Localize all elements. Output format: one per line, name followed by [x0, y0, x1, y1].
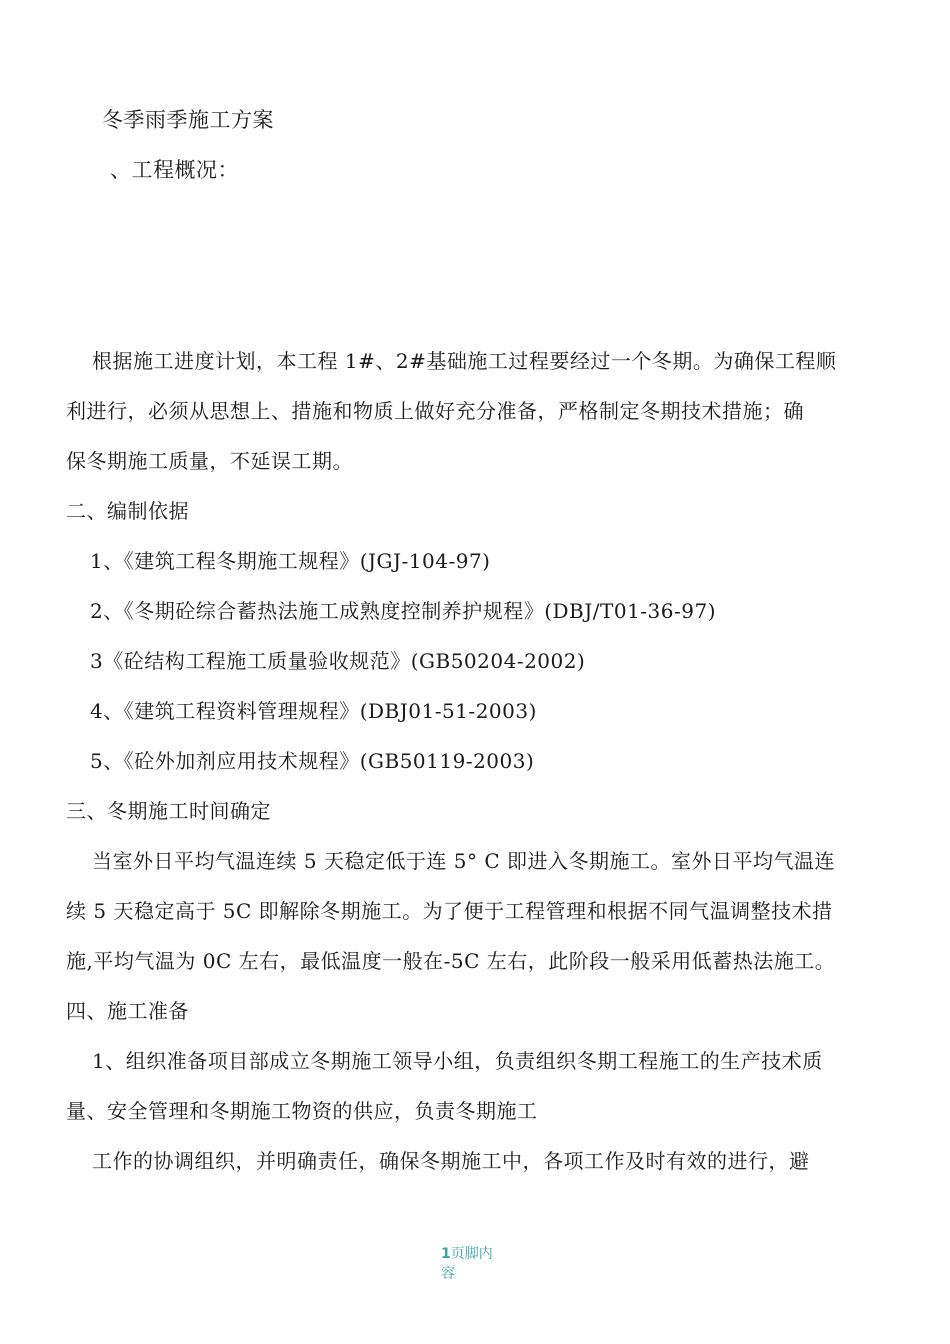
- reference-item: 5、《砼外加剂应用技术规程》(GB50119-2003): [90, 749, 535, 773]
- paragraph-line: 工作的协调组织，并明确责任，确保冬期施工中，各项工作及时有效的进行，避: [92, 1149, 810, 1173]
- paragraph-line: 1、组织准备项目部成立冬期施工领导小组，负责组织冬期工程施工的生产技术质: [92, 1049, 823, 1073]
- paragraph-line: 量、安全管理和冬期施工物资的供应，负责冬期施工: [66, 1099, 538, 1123]
- section-heading-time: 三、冬期施工时间确定: [66, 799, 271, 823]
- paragraph-line: 施,平均气温为 0C 左右，最低温度一般在-5C 左右，此阶段一般采用低蓄热法施工。: [66, 949, 836, 973]
- reference-item: 2、《冬期砼综合蓄热法施工成熟度控制养护规程》(DBJ/T01-36-97): [90, 599, 717, 623]
- document-title: 冬季雨季施工方案: [102, 108, 274, 132]
- reference-item: 4、《建筑工程资料管理规程》(DBJ01-51-2003): [90, 699, 537, 723]
- footer-text: 页脚内容: [441, 1246, 493, 1282]
- section-heading-preparation: 四、施工准备: [66, 999, 189, 1023]
- paragraph-line: 根据施工进度计划，本工程 1#、2#基础施工过程要经过一个冬期。为确保工程顺: [92, 349, 837, 373]
- paragraph-line: 当室外日平均气温连续 5 天稳定低于连 5° C 即进入冬期施工。室外日平均气温连: [92, 849, 836, 873]
- paragraph-line: 利进行，必须从思想上、措施和物质上做好充分准备，严格制定冬期技术措施；确: [66, 399, 804, 423]
- reference-item: 3《砼结构工程施工质量验收规范》(GB50204-2002): [90, 649, 586, 673]
- paragraph-line: 续 5 天稳定高于 5C 即解除冬期施工。为了便于工程管理和根据不同气温调整技术措: [66, 899, 833, 923]
- reference-item: 1、《建筑工程冬期施工规程》(JGJ-104-97): [90, 549, 491, 573]
- section-heading-basis: 二、编制依据: [66, 499, 189, 523]
- paragraph-line: 保冬期施工质量，不延误工期。: [66, 449, 353, 473]
- section-heading-overview: 、工程概况：: [110, 158, 239, 182]
- page-footer: [441, 1244, 503, 1284]
- page-number: 1: [441, 1246, 451, 1262]
